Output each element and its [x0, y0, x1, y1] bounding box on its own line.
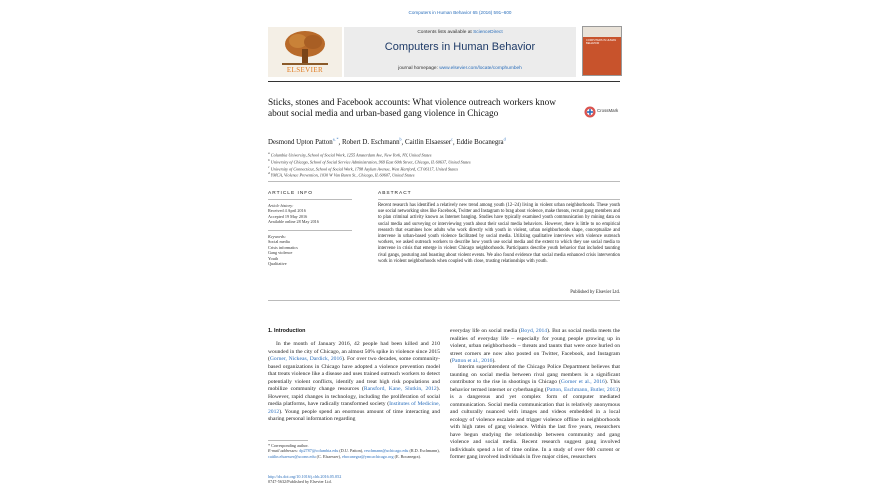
- keyword-item: Crisis informatics: [268, 244, 298, 250]
- doi-link[interactable]: http://dx.doi.org/10.1016/j.chb.2016.05.052: [268, 474, 342, 479]
- abstract-heading: ABSTRACT: [378, 191, 412, 196]
- keyword-item: Qualitative: [268, 261, 287, 267]
- author-item[interactable]: Robert D. Eschmann$^b$: [341, 137, 402, 147]
- affiliation-item: $^b$ University of Chicago, School of Social Service Administration, 969 East 60th Street, Chicago, IL 60637, United States: [268, 157, 471, 165]
- article-title: Sticks, stones and Facebook accounts: What violence outreach workers know about social media and urban-based gang violence in Chicago: [268, 98, 556, 120]
- abstract-rule: [378, 199, 620, 200]
- history-item: Available online 28 May 2016: [268, 219, 319, 225]
- affiliation-item: $^a$ Columbia University, School of Social Work, 1255 Amsterdam Ave, New York, NY, United States: [268, 151, 432, 158]
- affiliation-list: [268, 151, 620, 178]
- citation-link[interactable]: Institutes of Medicine, 2012: [268, 401, 440, 415]
- introduction-column-1: In the month of January 2016, 42 people had been killed and 210 wounded in the city of Chicago, an almost 50% spike in violence since 2015 (Gorner, Nickeas, Dardick, 2016). For over two decades, some community-based organizations in Chicago have adopted a violence prevention model that treats violence like a disease and uses trained outreach workers to detect potentially violent conflicts, identify and treat high risk populations and mobilize community change resources (Ransford, Kane, Slutkin, 2012). However, rapid changes in technology, including the proliferation of social media platforms, have radically transformed society (Institutes of Medicine, 2012). Young people spend an enormous amount of time interacting and sharing personal information regarding: [268, 341, 440, 422]
- email-link[interactable]: reschmann@uchicago.edu: [364, 448, 409, 454]
- cover-header-band: [583, 27, 621, 37]
- keyword-list: [268, 234, 352, 266]
- article-info-heading: ARTICLE INFO: [268, 191, 313, 196]
- header-divider: [268, 81, 620, 82]
- contents-prefix: Contents lists available at: [417, 30, 474, 35]
- citation-link[interactable]: Gorner, Nickeas, Dardick, 2016: [269, 356, 343, 362]
- email-link[interactable]: dp2787@columbia.edu: [299, 448, 339, 454]
- citation-link[interactable]: Boyd, 2014: [520, 328, 548, 334]
- keyword-item: Gang violence: [268, 250, 293, 256]
- article-history: [268, 203, 352, 225]
- crossmark-label: CrossMark: [597, 108, 619, 113]
- affiliation-item: $^c$ University of Connecticut, School of Social Work, 1798 Asylum Avenue, West Hartford, CT 06117, United States: [268, 164, 459, 171]
- history-rule: [268, 230, 352, 231]
- publisher-logo-text: ELSEVIER: [286, 66, 324, 74]
- introduction-column-2-para-1: everyday life on social media (Boyd, 2014). But as social media meets the realities of everyday life – especially for young people growing up in violent, urban neighborhoods – threats and taunts that were once hurled on street corners are now also posted on Twitter, Facebook, and Instagram (Patton et al., 2016).: [450, 328, 620, 364]
- journal-title: Computers in Human Behavior: [384, 41, 536, 53]
- crossmark-icon: [584, 106, 596, 118]
- elsevier-logo: [268, 27, 342, 77]
- author-item[interactable]: Caitlin Elsaesser$^c$: [405, 137, 453, 147]
- citation-link[interactable]: Patton, Eschmann, Butler, 2013: [546, 386, 619, 393]
- citation-link[interactable]: Gorner et al., 2016: [560, 379, 605, 385]
- abstract-text: Recent research has identified a relatively new trend among youth (12–24) living in violent urban neighborhoods. These youth use social networking sites like Facebook, Twitter and Instagram to brag about violence, make threats, recruit gang members and to plan criminal activity known as Internet banging. Studies have typically examined youth communication by mining data on social media and surveying or interviewing youth about their social media behaviors. However, there is little to no empirical research that examines how adults who work directly with youth in violent, urban neighborhoods shape, conceptualize and intervene in urban-based youth violence facilitated by social media. Utilizing qualitative interviews with violence outreach workers, we asked outreach workers to describe how youth use social media and the extent to which they use social media to intervene in crisis that emerge in violent Chicago neighborhoods. Participants describe youth behavior that included taunting rival gangs, posturing and boasting about violent events. We also found evidence that social media enhanced crisis intervention work in violent neighborhoods when coupled with close, trusting relationships with youth.: [378, 203, 620, 264]
- email-addresses: E-mail addresses: dp2787@columbia.edu (D.U. Patton), reschmann@uchicago.edu (R.D. Eschmann), caitlin.elsaesser@uconn.edu (C. Elsaesser), ebocanegra@ymcachicago.org (E. Bocanegra).: [268, 448, 440, 459]
- citation-link[interactable]: Ransford, Kane, Slutkin, 2012: [363, 386, 437, 392]
- email-link[interactable]: caitlin.elsaesser@uconn.edu: [268, 453, 316, 459]
- homepage-link[interactable]: www.elsevier.com/locate/comphumbeh: [439, 66, 522, 71]
- contents-line: [344, 30, 576, 35]
- introduction-column-2-para-2: Interim superintendent of the Chicago Police Department believes that taunting on social media between rival gang members is a significant contributor to the rise in shootings in Chicago (Gorner et al., 2016). This behavior termed internet or cyberbanging (Patton, Eschmann, Butler, 2013) is a dangerous and yet complex form of computer mediated communication. Social media communication that is relatively anonymous and culturally nuanced with images and videos embedded in a local ecology of violence escalate and trigger violence offline in neighborhoods with high rates of gang violence. Within the last five years, researchers have begun studying the relationship between community and gang violence and social media. Recent research suggest gang involved individuals spend a lot of time online. In a study of over 600 current or former gang involved individuals in five major cities, researchers: [450, 364, 620, 460]
- email-link[interactable]: ebocanegra@ymcachicago.org: [341, 453, 394, 459]
- history-label: Article history:: [268, 203, 294, 208]
- affiliation-divider: [268, 181, 620, 182]
- cover-title: COMPUTERS IN HUMAN BEHAVIOR: [586, 39, 617, 46]
- article-info-rule: [268, 199, 352, 200]
- publisher-note: Published by Elsevier Ltd.: [570, 290, 620, 295]
- history-item: Accepted 19 May 2016: [268, 213, 308, 219]
- sciencedirect-link[interactable]: ScienceDirect: [473, 30, 503, 35]
- doi-block: [268, 474, 440, 485]
- author-item[interactable]: Eddie Bocanegra$^d$: [456, 137, 506, 147]
- corresponding-note: * Corresponding author.: [268, 443, 309, 448]
- affiliation-item: $^d$ YMCA, Violence Prevention, 1030 W Van Buren St., Chicago, IL 60607, United States: [268, 171, 415, 178]
- keyword-item: Youth: [268, 255, 279, 261]
- journal-reference[interactable]: Computers in Human Behavior 65 (2016) 591–600: [408, 10, 512, 15]
- copyright-line: 0747-5632/Published by Elsevier Ltd.: [268, 479, 332, 485]
- footnotes: [268, 443, 440, 459]
- homepage-prefix: journal homepage:: [398, 66, 440, 71]
- citation-link[interactable]: Patton et al., 2016: [451, 358, 493, 364]
- journal-cover-image: [582, 26, 622, 76]
- abstract-bottom-rule: [268, 300, 620, 301]
- author-item[interactable]: Desmond Upton Patton$^{a, *}$: [268, 137, 339, 147]
- footnote-rule: [268, 440, 308, 441]
- keywords-label: Keywords:: [268, 234, 286, 239]
- keyword-item: Social media: [268, 239, 290, 245]
- homepage-line: [344, 66, 576, 71]
- author-list: Desmond Upton Patton$^{a, *}$, Robert D. Eschmann$^b$, Caitlin Elsaesser$^c$, Eddie Bocanegra$^d$: [268, 137, 506, 147]
- history-item: Received 4 April 2016: [268, 208, 306, 214]
- crossmark-badge[interactable]: [584, 105, 624, 117]
- introduction-heading: 1. Introduction: [268, 328, 306, 334]
